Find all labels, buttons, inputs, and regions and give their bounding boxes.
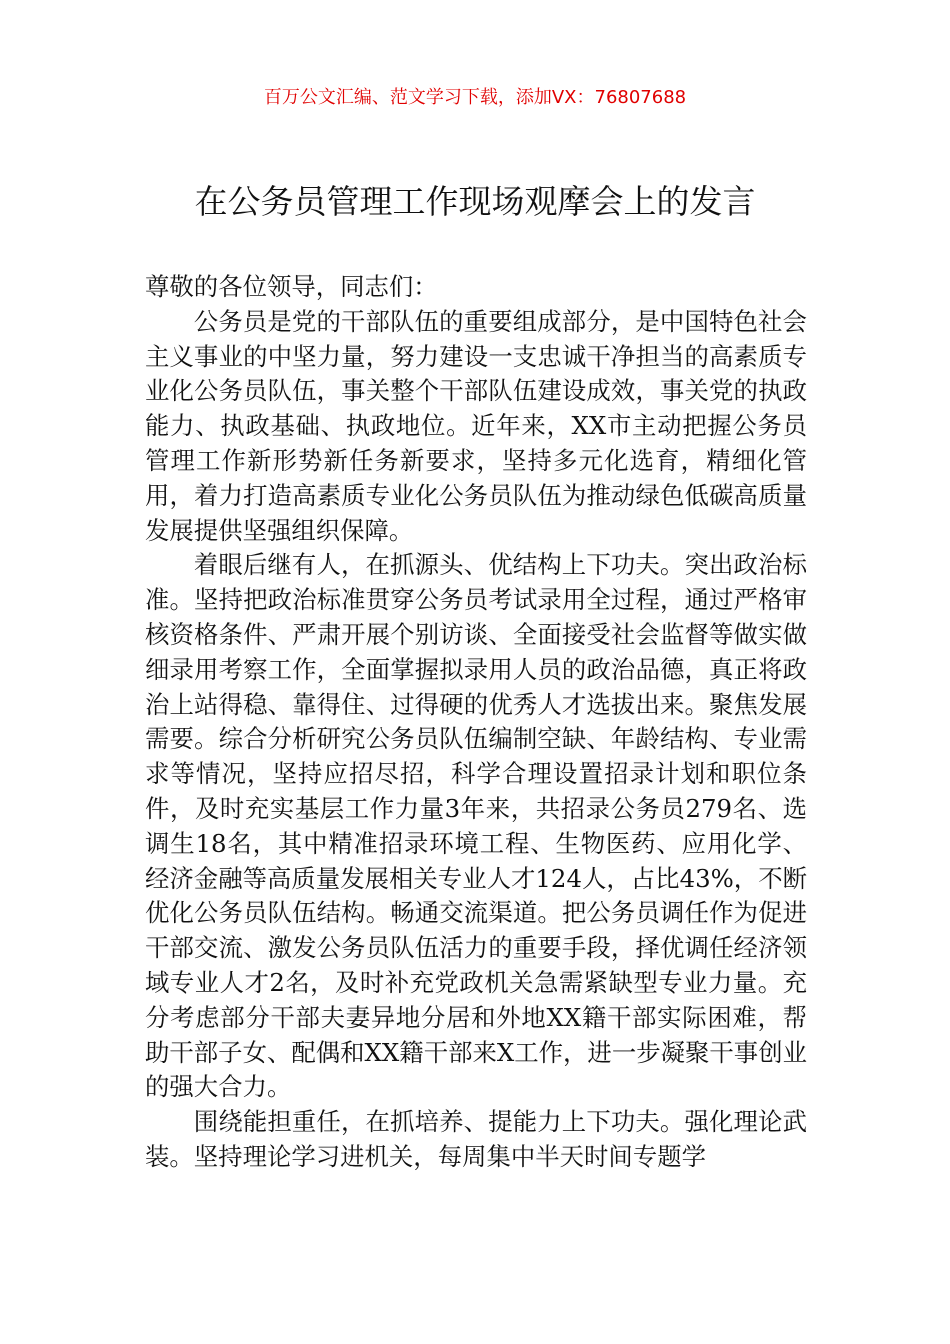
paragraph-intro: 公务员是党的干部队伍的重要组成部分，是中国特色社会主义事业的中坚力量，努力建设一支忠诚干净担当的高素质专业化公务员队伍，事关整个干部队伍建设成效，事关党的执政能力、执政基础、执政地位。近年来，XX市主动把握公务员管理工作新形势新任务新要求，坚持多元化选育，精细化管用，着力打造高素质专业化公务员队伍为推动绿色低碳高质量发展提供坚强组织保障。: [145, 306, 807, 545]
paragraph-recruitment: 着眼后继有人，在抓源头、优结构上下功夫。突出政治标准。坚持把政治标准贯穿公务员考试录用全过程，通过严格审核资格条件、严肃开展个别访谈、全面接受社会监督等做实做细录用考察工作，全面掌握拟录用人员的政治品德，真正将政治上站得稳、靠得住、过得硬的优秀人才选拔出来。聚焦发展需要。综合分析研究公务员队伍编制空缺、年龄结构、专业需求等情况，坚持应招尽招，科学合理设置招录计划和职位条件，及时充实基层工作力量3年来，共招录公务员279名、选调生18名，其中精准招录环境工程、生物医药、应用化学、经济金融等高质量发展相关专业人才124人，占比43%，不断优化公务员队伍结构。畅通交流渠道。把公务员调任作为促进干部交流、激发公务员队伍活力的重要手段，择优调任经济领域专业人才2名，及时补充党政机关急需紧缺型专业力量。充分考虑部分干部夫妻异地分居和外地XX籍干部实际困难，帮助干部子女、配偶和XX籍干部来X工作，进一步凝聚干事创业的强大合力。: [145, 550, 807, 1102]
salutation: 尊敬的各位领导，同志们：: [145, 272, 438, 301]
download-notice: 百万公文汇编、范文学习下载，添加VX：76807688: [263, 87, 687, 108]
document-body: [145, 270, 807, 1175]
paragraph-training: 围绕能担重任，在抓培养、提能力上下功夫。强化理论武装。坚持理论学习进机关，每周集中半天时间专题学: [145, 1107, 807, 1171]
document-title: 在公务员管理工作现场观摩会上的发言: [194, 182, 756, 221]
